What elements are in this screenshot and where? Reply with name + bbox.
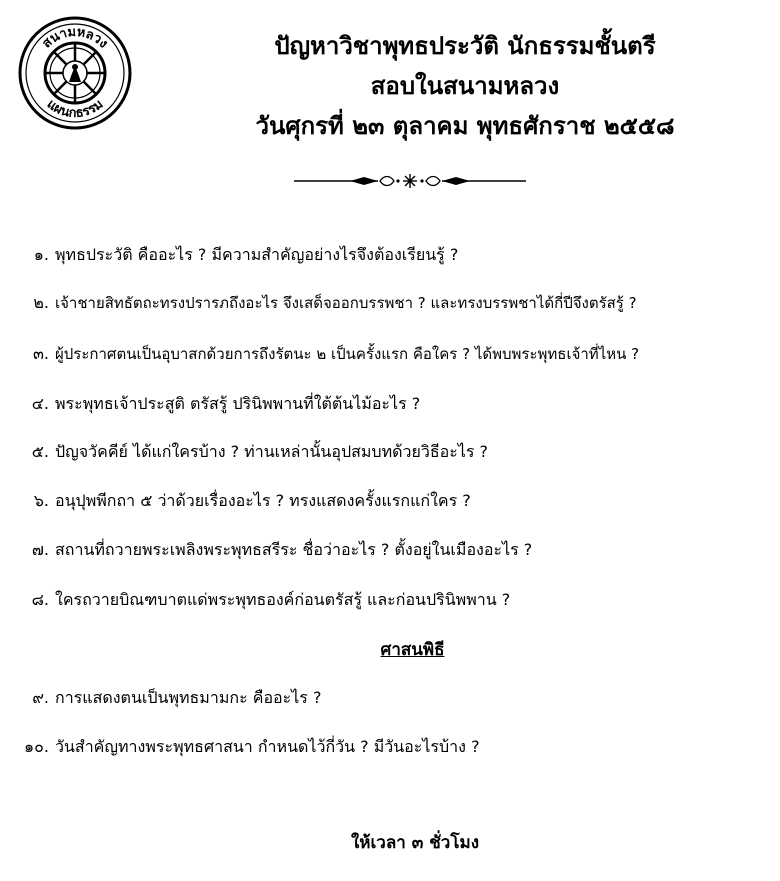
section-heading (0, 636, 780, 663)
exam-date: วันศุกรที่ ๒๓ ตุลาคม พุทธศักราช ๒๕๕๘ (255, 111, 675, 140)
question-number: ๖. (33, 491, 49, 510)
question-text: เจ้าชายสิทธัตถะทรงปรารภถึงอะไร จึงเสด็จออกบรรพชา ? และทรงบรรพชาได้กี่ปีจึงตรัสรู้ ? (55, 294, 637, 312)
question-text: อนุปุพพีกถา ๕ ว่าด้วยเรื่องอะไร ? ทรงแสดงครั้งแรกแก่ใคร ? (55, 491, 471, 510)
dharma-wheel-seal-logo (18, 16, 132, 130)
logo-top-text: สนามหลวง (39, 24, 111, 52)
exam-title: ปัญหาวิชาพุทธประวัติ นักธรรมชั้นตรี (274, 31, 656, 60)
question-text: วันสำคัญทางพระพุทธศาสนา กำหนดไว้กี่วัน ? มีวันอะไรบ้าง ? (55, 737, 480, 756)
section-title: ศาสนพิธี (380, 640, 445, 660)
question-number: ๔. (31, 394, 49, 413)
question-number: ๑. (33, 245, 49, 264)
question-number: ๘. (31, 590, 49, 609)
exam-subtitle: สอบในสนามหลวง (370, 71, 560, 100)
question-text: พุทธประวัติ คืออะไร ? มีความสำคัญอย่างไรจึงต้องเรียนรู้ ? (55, 245, 459, 264)
question-text: พระพุทธเจ้าประสูติ ตรัสรู้ ปรินิพพานที่ใต้ต้นไม้อะไร ? (55, 394, 421, 413)
question-number: ๑๐. (23, 737, 49, 756)
exam-header (150, 26, 780, 146)
ornamental-divider (290, 171, 530, 191)
question-number: ๓. (32, 344, 49, 363)
question-text: การแสดงตนเป็นพุทธมามกะ คืออะไร ? (55, 688, 322, 707)
question-number: ๙. (32, 688, 49, 707)
question-text: ผู้ประกาศตนเป็นอุบาสกด้วยการถึงรัตนะ ๒ เป็นครั้งแรก คือใคร ? ได้พบพระพุทธเจ้าที่ไหน ? (55, 345, 640, 363)
question-number: ๒. (33, 293, 49, 312)
question-text: สถานที่ถวายพระเพลิงพระพุทธสรีระ ชื่อว่าอะไร ? ตั้งอยู่ในเมืองอะไร ? (55, 540, 533, 559)
time-allowed-text: ให้เวลา ๓ ชั่วโมง (350, 833, 479, 853)
question-number: ๗. (31, 540, 49, 559)
logo-bottom-text: แผนกธรรม (43, 96, 107, 122)
time-allowed (0, 829, 780, 856)
question-text: ใครถวายบิณฑบาตแด่พระพุทธองค์ก่อนตรัสรู้ และก่อนปรินิพพาน ? (55, 590, 511, 609)
question-number: ๕. (31, 442, 49, 461)
question-text: ปัญจวัคคีย์ ได้แก่ใครบ้าง ? ท่านเหล่านั้นอุปสมบทด้วยวิธีอะไร ? (55, 442, 489, 461)
